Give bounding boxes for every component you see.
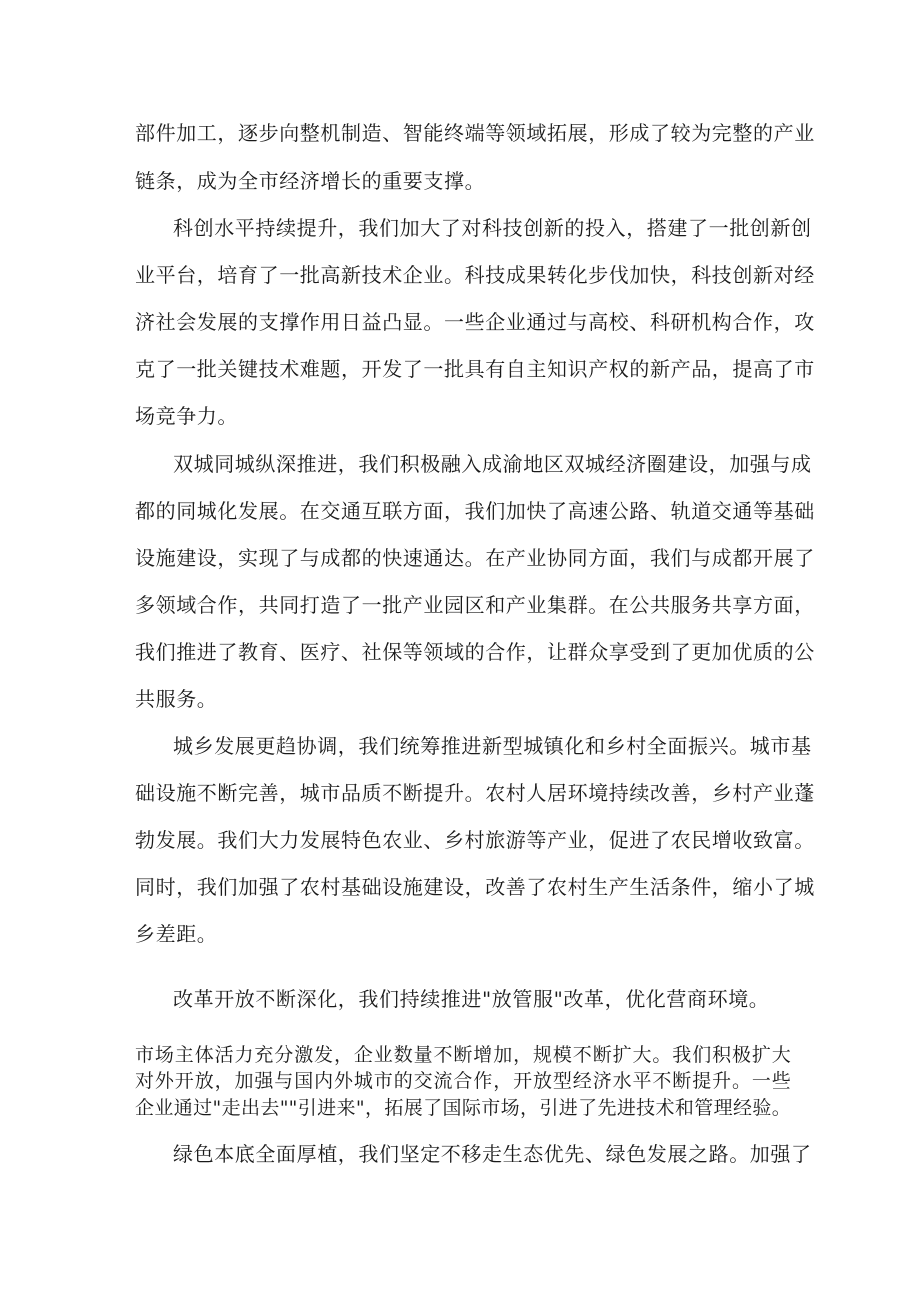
text-line: 企业通过"走出去""引进来"，拓展了国际市场，引进了先进技术和管理经验。 bbox=[135, 1097, 791, 1119]
text-line: 济社会发展的支撑作用日益凸显。一些企业通过与高校、科研机构合作，攻 bbox=[135, 310, 815, 334]
text-line: 业平台，培育了一批高新技术企业。科技成果转化步伐加快，科技创新对经 bbox=[135, 263, 815, 287]
text-line: 克了一批关键技术难题，开发了一批具有自主知识产权的新产品，提高了市 bbox=[135, 357, 815, 381]
text-line: 勃发展。我们大力发展特色农业、乡村旅游等产业，促进了农民增收致富。 bbox=[135, 828, 815, 852]
text-line: 同时，我们加强了农村基础设施建设，改善了农村生产生活条件，缩小了城 bbox=[135, 875, 815, 899]
text-line: 链条，成为全市经济增长的重要支撑。 bbox=[135, 169, 486, 193]
text-line: 我们推进了教育、医疗、社保等领域的合作，让群众享受到了更加优质的公 bbox=[135, 640, 815, 664]
text-line: 对外开放，加强与国内外城市的交流合作，开放型经济水平不断提升。一些 bbox=[135, 1070, 791, 1092]
text-line: 场竞争力。 bbox=[135, 404, 238, 428]
text-line: 多领域合作，共同打造了一批产业园区和产业集群。在公共服务共享方面， bbox=[135, 593, 815, 617]
text-line: 市场主体活力充分激发，企业数量不断增加，规模不断扩大。我们积极扩大 bbox=[135, 1044, 791, 1066]
text-line: 础设施不断完善，城市品质不断提升。农村人居环境持续改善，乡村产业蓬 bbox=[135, 781, 815, 805]
text-line: 城乡发展更趋协调，我们统筹推进新型城镇化和乡村全面振兴。城市基 bbox=[173, 734, 812, 758]
text-line: 绿色本底全面厚植，我们坚定不移走生态优先、绿色发展之路。加强了 bbox=[173, 1142, 812, 1166]
text-line: 乡差距。 bbox=[135, 922, 218, 946]
text-line: 都的同城化发展。在交通互联方面，我们加快了高速公路、轨道交通等基础 bbox=[135, 499, 815, 523]
text-line: 部件加工，逐步向整机制造、智能终端等领域拓展，形成了较为完整的产业 bbox=[135, 121, 815, 145]
text-line: 共服务。 bbox=[135, 687, 218, 711]
text-line: 双城同城纵深推进，我们积极融入成渝地区双城经济圈建设，加强与成 bbox=[173, 452, 812, 476]
text-line: 设施建设，实现了与成都的快速通达。在产业协同方面，我们与成都开展了 bbox=[135, 546, 815, 570]
text-line: 改革开放不断深化，我们持续推进"放管服"改革，优化营商环境。 bbox=[173, 987, 770, 1011]
text-line: 科创水平持续提升，我们加大了对科技创新的投入，搭建了一批创新创 bbox=[173, 216, 812, 240]
